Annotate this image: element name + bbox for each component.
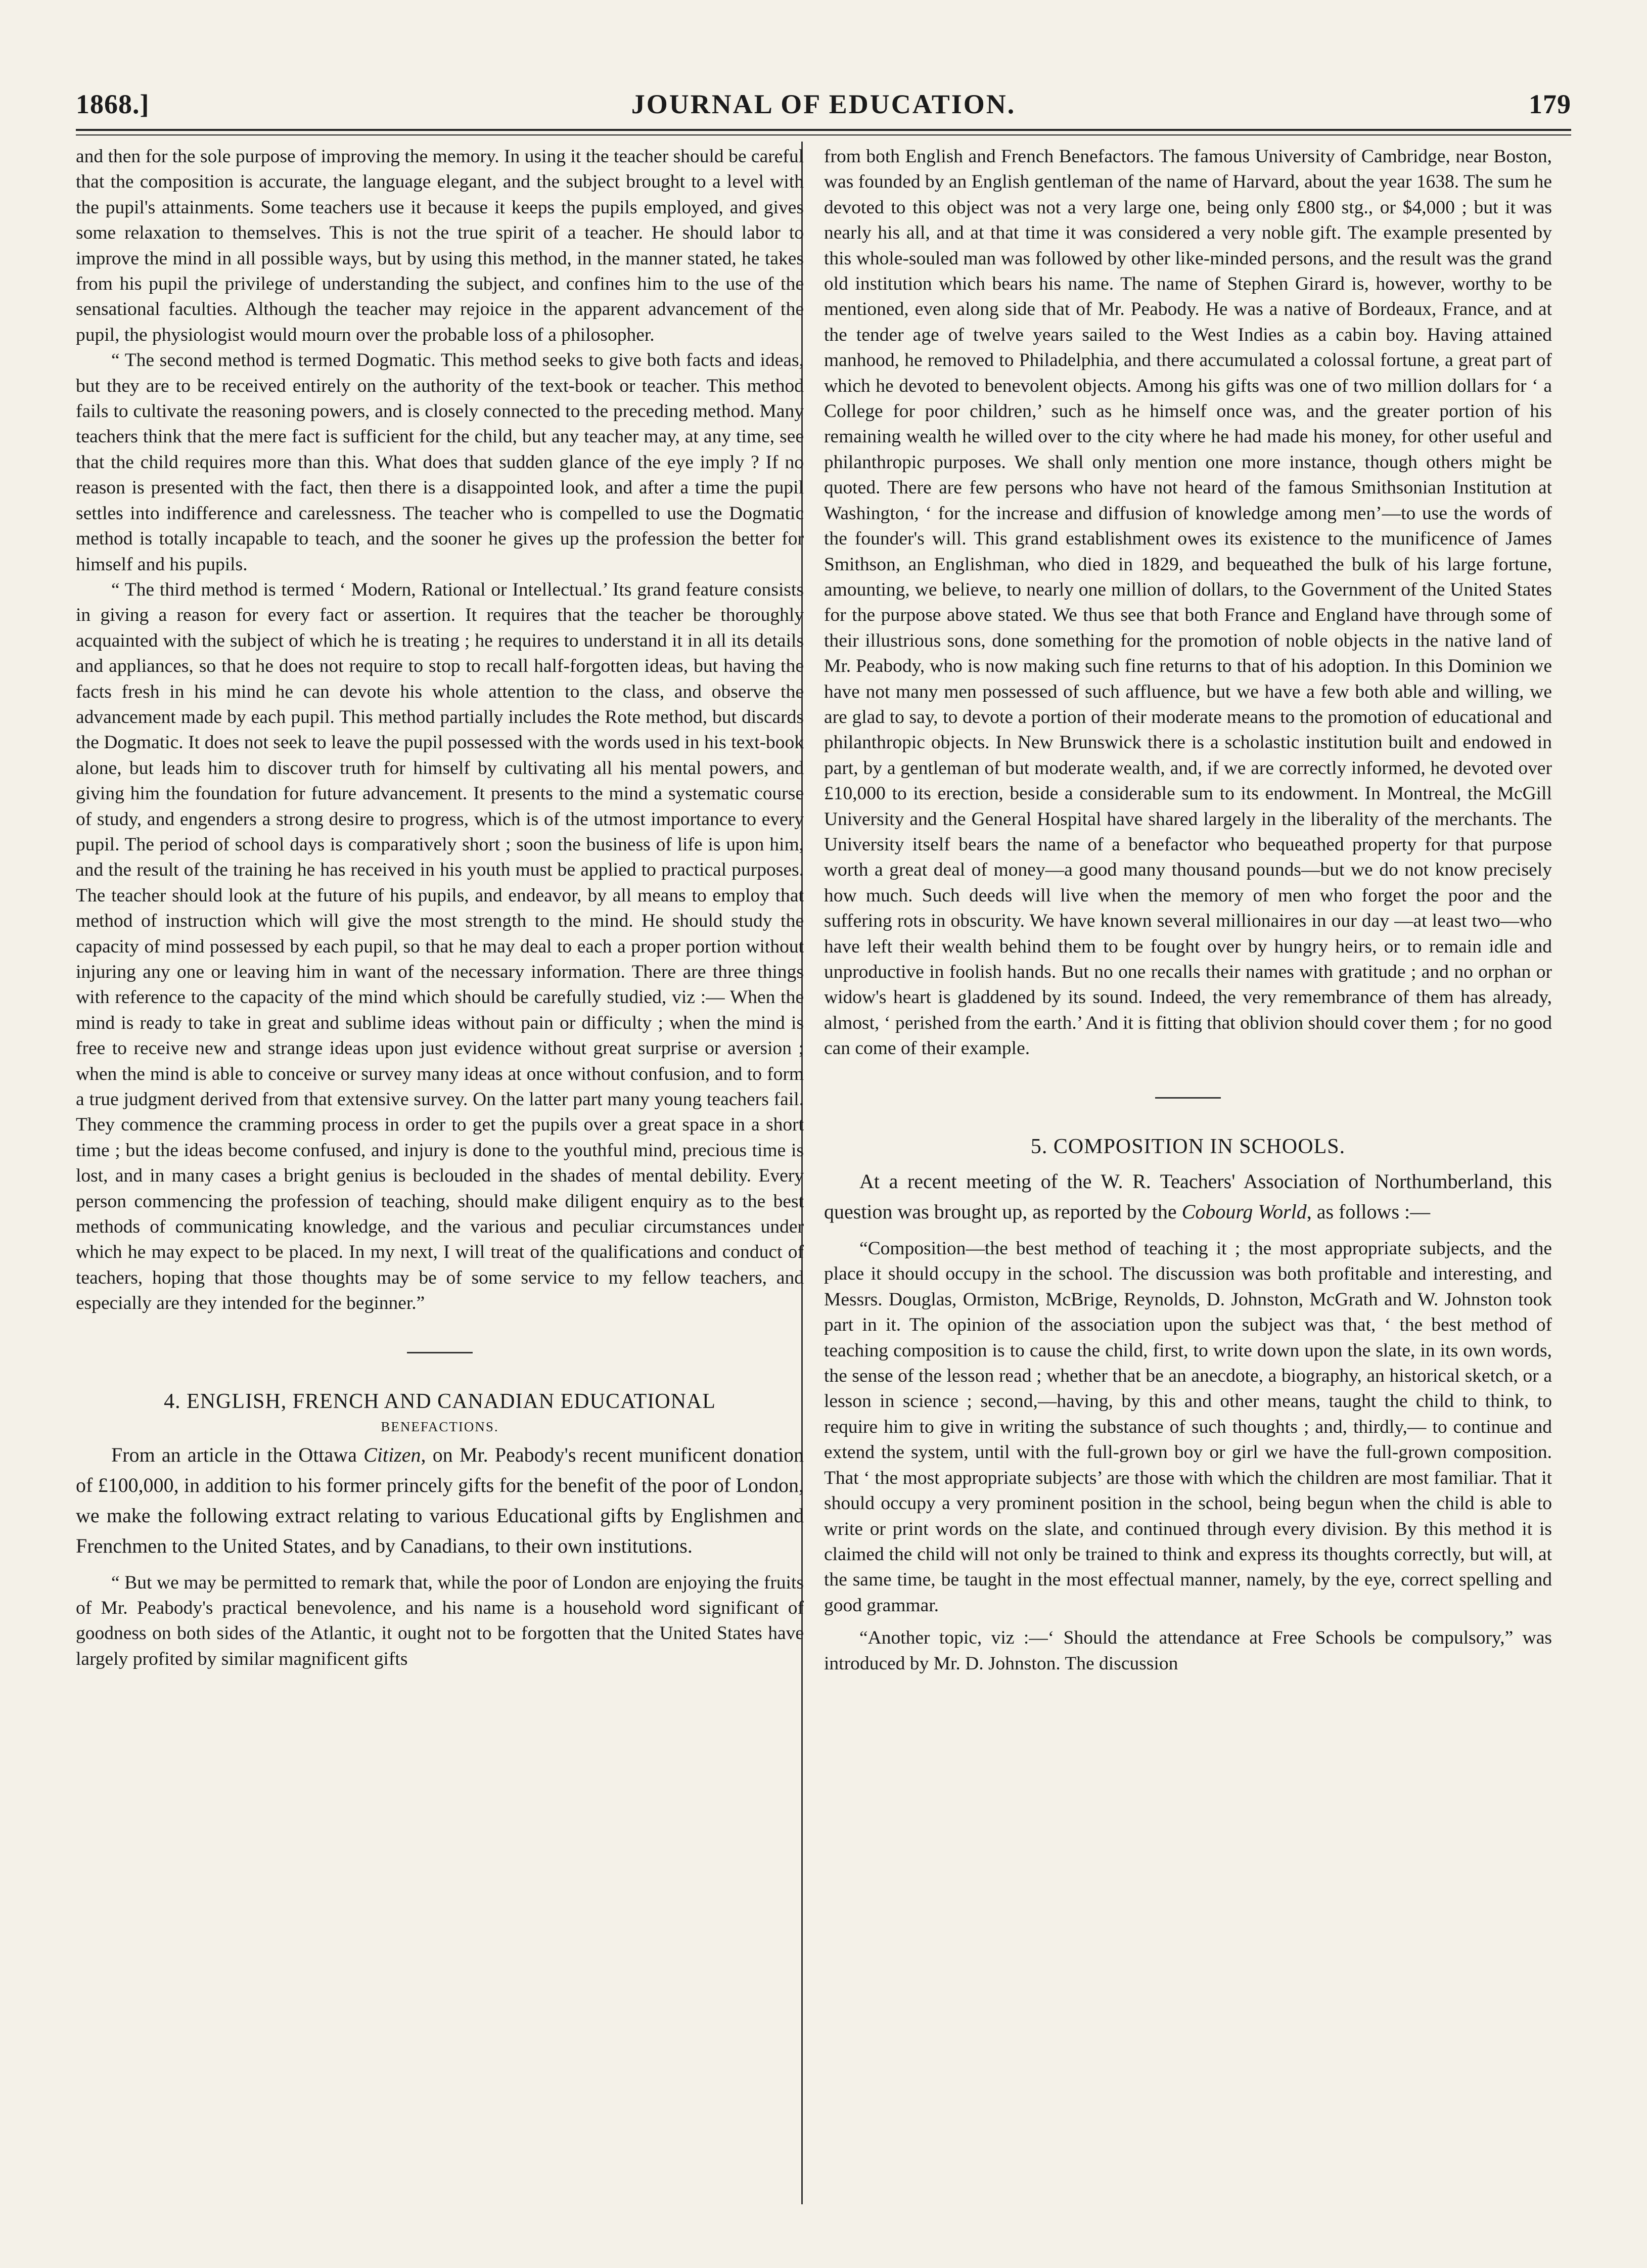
text-run: At a recent meeting of the W. R. Teachers' Association of Northumberland, this question was brought up, as reported by the (824, 1170, 1552, 1223)
right-column (824, 144, 1552, 1676)
paragraph: and then for the sole purpose of improving the memory. In using it the teacher should be careful that the composition is accurate, the language elegant, and the subject brought to a level with the pupil's attainments. Some teachers use it because it keeps the pupils employed, and gives some relaxation to themselves. This is not the true spirit of a teacher. He should labor to improve the mind in all possible ways, but by using this method, in the manner stated, he takes from his pupil the privilege of understanding the subject, and confines him to the use of the sensational faculties. Although the teacher may rejoice in the apparent advancement of the pupil, the physiologist would mourn over the probable loss of a philosopher. (76, 146, 804, 345)
paragraph: “Another topic, viz :—‘ Should the attendance at Free Schools be compulsory,” was introduced by Mr. D. Johnston. The discussion (824, 1627, 1552, 1674)
header-rule-thin (76, 134, 1571, 135)
section-divider (407, 1352, 473, 1353)
header-title: JOURNAL OF EDUCATION. (631, 89, 1016, 119)
paragraph: “ But we may be permitted to remark that, while the poor of London are enjoying the fruits of Mr. Peabody's practical benevolence, and his name is a household word significant of goodness on both sides of the Atlantic, it ought not to be forgotten that the United States have largely profited by similar magnificent gifts (76, 1572, 804, 1669)
paragraph: “Composition—the best method of teaching it ; the most appropriate subjects, and the place it should occupy in the school. The discussion was both profitable and interesting, and Messrs. Douglas, Ormiston, McBrige, Reynolds, D. Johnston, McGrath and W. Johnston took part in it. The opinion of the association upon the subject was that, ‘ the best method of teaching composition is to cause the child, first, to write down upon the slate, in its own words, the sense of the lesson read ; whether that be an anecdote, a biography, an historical sketch, or a lesson in science ; second,—having, by this and other means, taught the child to think, to require him to give in writing the substance of such thoughts ; and, thirdly,— to continue and extend the system, until with the full-grown boy or girl we have the full-grown composition. That ‘ the most appropriate subjects’ are those with which the children are most familiar. That it should occupy a very prominent position in the school, being begun when the child is able to write or print words on the slate, and continued through every division. By this method it is claimed the child will not only be trained to think and express its thoughts correctly, but will, at the same time, be taught in the most effectual manner, namely, by the eye, correct spelling and good grammar. (824, 1238, 1552, 1616)
paragraph (824, 1166, 1552, 1227)
section-4-title: 4. ENGLISH, FRENCH AND CANADIAN EDUCATIONAL (164, 1389, 716, 1413)
paragraph: from both English and French Benefactors. The famous University of Cambridge, near Boston, was founded by an English gentleman of the name of Harvard, about the year 1638. The sum he devoted to this object was not a very large one, being only £800 stg., or $4,000 ; but it was nearly his all, and at that time it was considered a very noble gift. The example presented by this whole-souled man was followed by other like-minded persons, and the result was the grand old institution which bears his name. The name of Stephen Girard is, however, worthy to be mentioned, even along side that of Mr. Peabody. He was a native of Bordeaux, France, and at the tender age of twelve years sailed to the West Indies as a cabin boy. Having attained manhood, he removed to Philadelphia, and there accumulated a colossal fortune, a great part of which he devoted to benevolent objects. Among his gifts was one of two million dollars for ‘ a College for poor children,’ such as he himself once was, and the greater portion of his remaining wealth he willed over to the city where he had made his money, for other useful and philanthropic purposes. We shall only mention one more instance, though others might be quoted. There are few persons who have not heard of the famous Smithsonian Institution at Washington, ‘ for the increase and diffusion of knowledge among men’—to use the words of the founder's will. This grand establishment owes its existence to the munificence of James Smithson, an Englishman, who died in 1829, and bequeathed the bulk of his large fortune, amounting, we believe, to nearly one million of dollars, to the Government of the United States for the purpose above stated. We thus see that both France and England have through some of their illustrious sons, done something for the promotion of noble objects in the native land of Mr. Peabody, who is now making such fine returns to that of his adoption. In this Dominion we have not many men possessed of such affluence, but we have a few both able and willing, we are glad to say, to devote a portion of their moderate means to the promotion of educational and philanthropic objects. In New Brunswick there is a scholastic institution built and endowed in part, by a gentleman of but moderate wealth, and, if we are correctly informed, he devoted over £10,000 to its erection, beside a considerable sum to its endowment. In Montreal, the McGill University and the General Hospital have shared largely in the liberality of the merchants. The University itself bears the name of a benefactor who bequeathed property for that purpose worth a great deal of money—a good many thousand pounds—but we do not know precisely how much. Such deeds will live when the memory of men who forget the poor and the suffering rots in obscurity. We have known several millionaires in our day —at least two—who have left their wealth behind them to be fought over by hungry heirs, or to remain idle and unproductive in foolish hands. But no one recalls their names with gratitude ; and no orphan or widow's heart is gladdened by its sound. Indeed, the very remembrance of them has already, almost, ‘ perished from the earth.’ And it is fitting that oblivion should cover them ; for no good can come of their example. (824, 146, 1552, 1059)
left-column (76, 144, 804, 1672)
section-4-subtitle: BENEFACTIONS. (381, 1419, 499, 1435)
header-rule-thick (76, 129, 1571, 131)
newspaper-name: Citizen (363, 1443, 421, 1466)
running-header (76, 88, 1571, 144)
paragraph (76, 1440, 804, 1561)
text-run: From an article in the Ottawa (111, 1443, 364, 1466)
section-5-title: 5. COMPOSITION IN SCHOOLS. (1030, 1135, 1346, 1158)
paragraph: “ The second method is termed Dogmatic. This method seeks to give both facts and ideas, but they are to be received entirely on the authority of the text-book or teacher. This method fails to cultivate the reasoning powers, and is closely connected to the preceding method. Many teachers think that the mere fact is sufficient for the child, but any teacher may, at any time, see that the child requires more than this. What does that sudden glance of the eye imply ? If no reason is presented with the fact, then there is a disappointed look, and after a time the pupil settles into indifference and carelessness. The teacher who is compelled to use the Dogmatic method is totally incapable to teach, and the sooner he gives up the profession the better for himself and his pupils. (76, 350, 804, 575)
text-run: , as follows :— (1306, 1200, 1431, 1223)
paragraph: “ The third method is termed ‘ Modern, Rational or Intellectual.’ Its grand feature consists in giving a reason for every fact or assertion. It requires that the teacher be thoroughly acquainted with the subject of which he is treating ; he requires to understand it in all its details and appliances, so that he does not require to stop to recall half-forgotten ideas, but having the facts fresh in his mind he can devote his whole attention to the class, and observe the advancement made by each pupil. This method partially includes the Rote method, but discards the Dogmatic. It does not seek to leave the pupil possessed with the words used in his text-book alone, but leads him to discover truth for himself by cultivating all his mental powers, and giving him the foundation for future advancement. It presents to the mind a systematic course of study, and engenders a strong desire to progress, which is of the utmost importance to every pupil. The period of school days is comparatively short ; soon the business of life is upon him, and the result of the training he has received in his youth must be applied to practical purposes. The teacher should look at the future of his pupils, and endeavor, by all means to employ that method of instruction which will give the most strength to the mind. He should study the capacity of mind possessed by each pupil, so that he may deal to each a proper portion without injuring any one or leaving him in want of the necessary information. There are three things with reference to the capacity of the mind which should be carefully studied, viz :— When the mind is ready to take in great and sublime ideas without pain or difficulty ; when the mind is free to receive new and strange ideas upon just evidence without great surprise or aversion ; when the mind is able to conceive or survey many ideas at once without confusion, and to form a true judgment derived from that extensive survey. On the latter part many young teachers fail. They commence the cramming process in order to get the pupils over a great space in a short time ; but the ideas become confused, and injury is done to the youthful mind, precious time is lost, and in many cases a bright genius is beclouded in the shades of mental debility. Every person commencing the profession of teaching, should make diligent enquiry as to the best methods of communicating knowledge, and the various and peculiar circumstances under which he may expect to be placed. In my next, I will treat of the qualifications and conduct of teachers, hoping that those thoughts may be of some service to my fellow teachers, and especially are they intended for the beginner.” (76, 579, 804, 1314)
newspaper-name: Cobourg World (1181, 1200, 1307, 1223)
section-divider (1155, 1097, 1221, 1099)
text-run: , on Mr. Peabody's recent munificent donation of £100,000, in addition to his former princely gifts for the benefit of the poor of London, we make the following extract relating to various Educational gifts by Englishmen and Frenchmen to the United States, and by Canadians, to their own institutions. (76, 1443, 804, 1557)
page-number: 179 (1529, 89, 1571, 119)
header-year: 1868.] (76, 89, 150, 119)
